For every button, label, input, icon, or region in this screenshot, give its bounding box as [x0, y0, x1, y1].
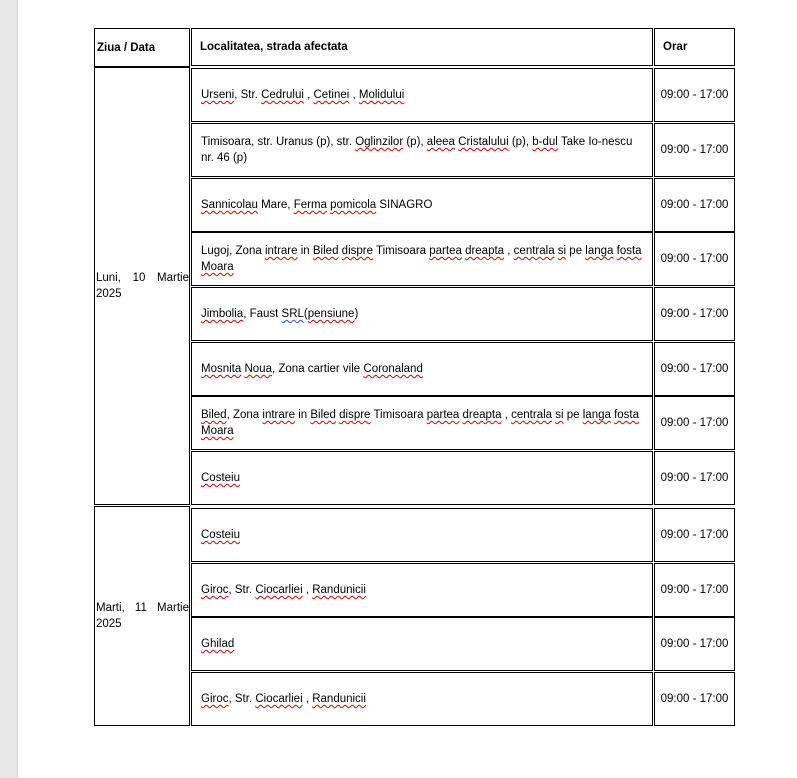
time-cell: 09:00 - 17:00 — [654, 178, 735, 232]
time-cell: 09:00 - 17:00 — [654, 451, 735, 505]
location-cell: Giroc, Str. Ciocarliei , Randunicii — [191, 672, 653, 726]
location-cell: Giroc, Str. Ciocarliei , Randunicii — [191, 563, 653, 617]
time-cell: 09:00 - 17:00 — [654, 508, 735, 562]
location-cell: Costeiu — [191, 451, 653, 505]
location-cell: Ghilad — [191, 617, 653, 671]
time-cell: 09:00 - 17:00 — [654, 617, 735, 671]
day-cell: Marti, 11 Martie 2025 — [94, 506, 190, 726]
header-day: Ziua / Data — [94, 28, 190, 67]
location-cell: Lugoj, Zona intrare in Biled dispre Timisoara partea dreapta , centrala si pe langa fosta Moara — [191, 232, 653, 286]
header-time: Orar — [654, 28, 735, 66]
time-cell: 09:00 - 17:00 — [654, 287, 735, 341]
location-cell: Biled, Zona intrare in Biled dispre Timisoara partea dreapta , centrala si pe langa fosta Moara — [191, 396, 653, 450]
location-cell: Timisoara, str. Uranus (p), str. Oglinzilor (p), aleea Cristalului (p), b-dul Take Io-nescu nr. 46 (p) — [191, 123, 653, 177]
header-location: Localitatea, strada afectata — [191, 28, 653, 66]
location-cell: Urseni, Str. Cedrului , Cetinei , Molidului — [191, 68, 653, 122]
time-cell: 09:00 - 17:00 — [654, 342, 735, 396]
left-gutter — [0, 0, 18, 778]
location-cell: Sannicolau Mare, Ferma pomicola SINAGRO — [191, 178, 653, 232]
location-cell: Jimbolia, Faust SRL(pensiune) — [191, 287, 653, 341]
location-cell: Mosnita Noua, Zona cartier vile Coronaland — [191, 342, 653, 396]
time-cell: 09:00 - 17:00 — [654, 563, 735, 617]
time-cell: 09:00 - 17:00 — [654, 672, 735, 726]
time-cell: 09:00 - 17:00 — [654, 68, 735, 122]
time-cell: 09:00 - 17:00 — [654, 123, 735, 177]
time-cell: 09:00 - 17:00 — [654, 232, 735, 286]
time-cell: 09:00 - 17:00 — [654, 396, 735, 450]
location-cell: Costeiu — [191, 508, 653, 562]
day-cell: Luni, 10 Martie 2025 — [94, 67, 190, 505]
